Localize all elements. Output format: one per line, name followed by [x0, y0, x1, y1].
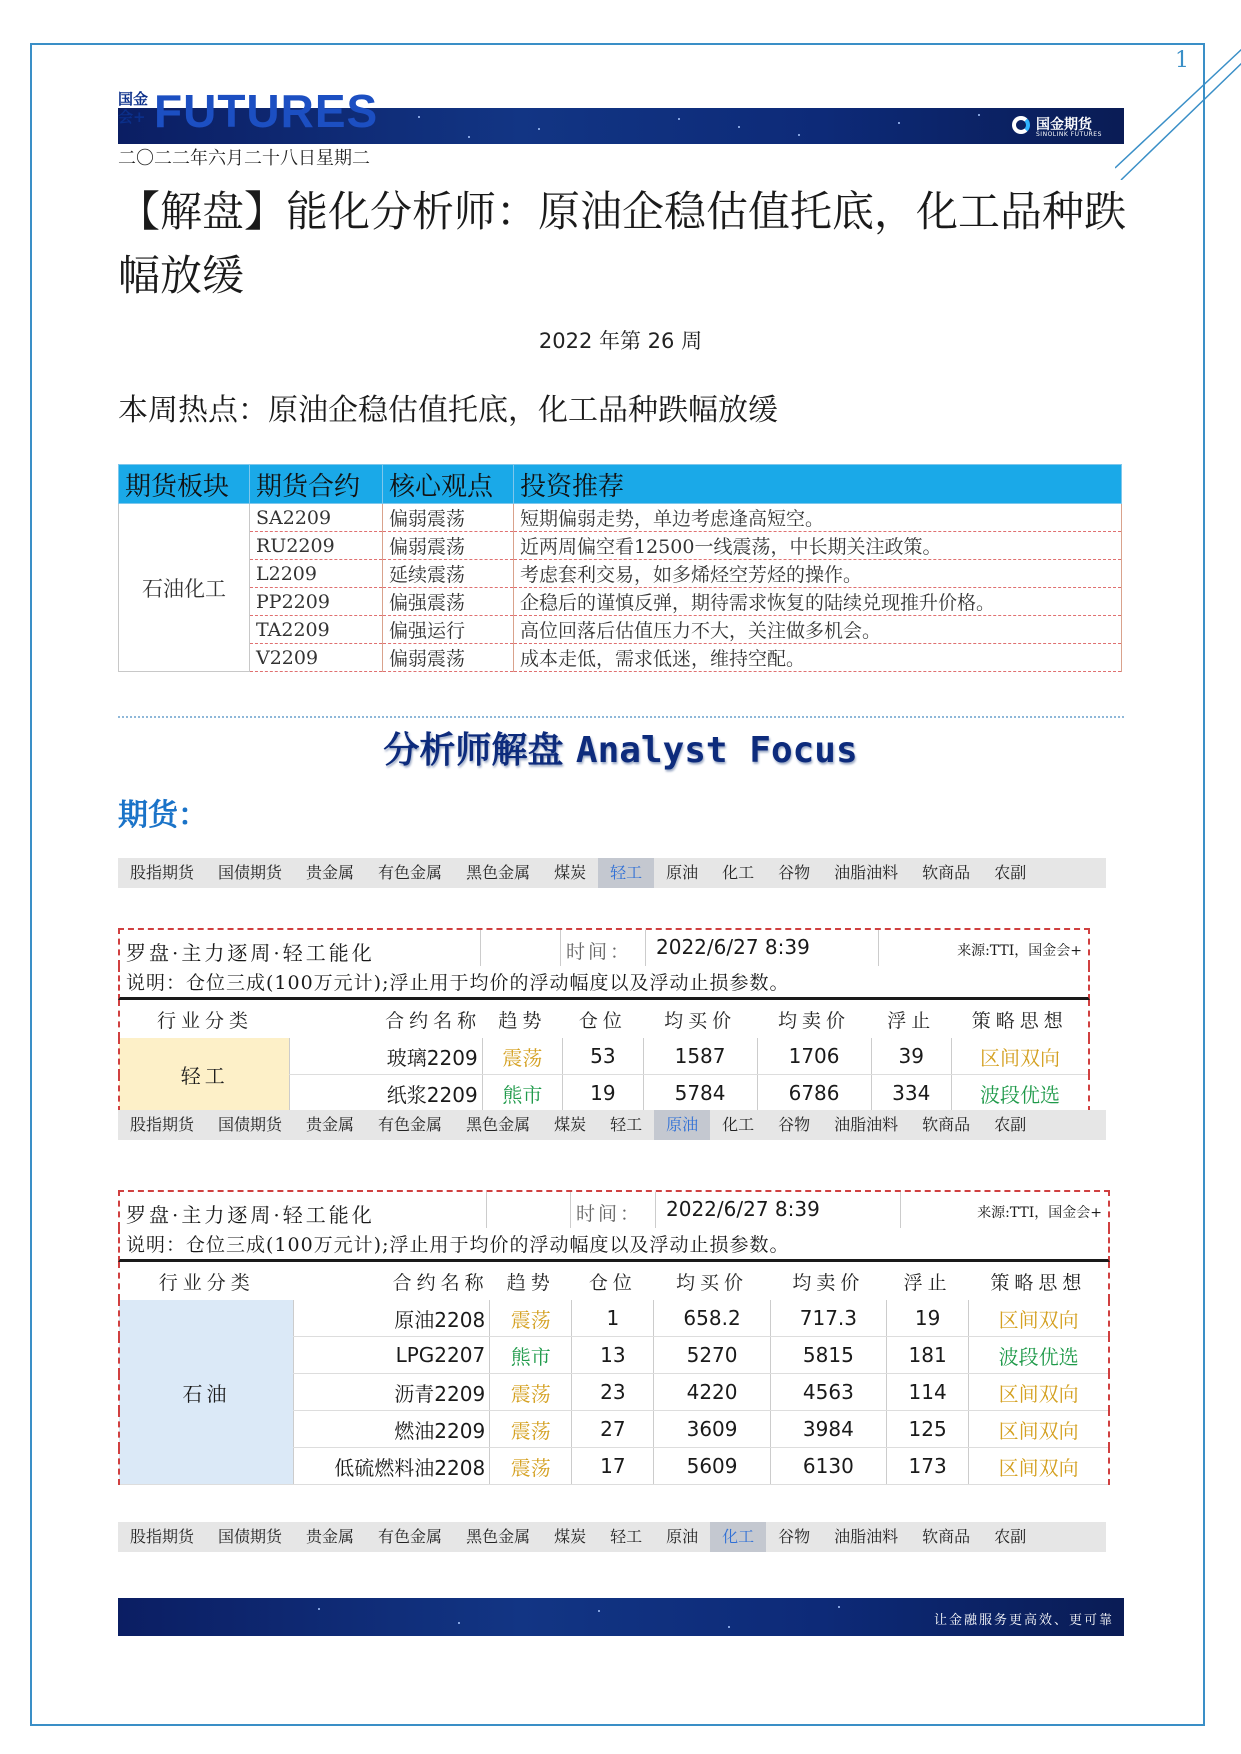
panel-note: 说明：仓位三成(100万元计);浮止用于均价的浮动幅度以及浮动止损参数。: [118, 1228, 1110, 1262]
recommend-row: [119, 616, 1122, 644]
nav-tab[interactable]: 原油: [666, 1527, 699, 1546]
column-header: 策略思想: [990, 1271, 1087, 1294]
nav-tab[interactable]: 股指期货: [130, 863, 195, 882]
contract-name: LPG2207: [294, 1337, 490, 1374]
column-header: 合约名称: [385, 1009, 482, 1032]
contract-cell: L2209: [250, 560, 383, 588]
contract-cell: V2209: [250, 644, 383, 672]
panel-light-industry: [118, 928, 1090, 1112]
nav-tab[interactable]: 轻工: [598, 858, 654, 888]
position-cell: 19: [563, 1075, 643, 1112]
footer-slogan: 让金融服务更高效、更可靠: [933, 1613, 1114, 1628]
trend-cell: 震荡: [490, 1300, 572, 1337]
strategy-cell: 波段优选: [969, 1337, 1109, 1374]
avg-sell-cell: 6786: [757, 1075, 871, 1112]
nav-tab[interactable]: 谷物: [778, 1115, 811, 1134]
recommend-row: [119, 560, 1122, 588]
nav-tab[interactable]: 软商品: [922, 1527, 971, 1546]
column-header: 行业分类: [156, 1009, 253, 1032]
nav-tab[interactable]: 轻工: [610, 1527, 643, 1546]
advice-cell: 高位回落后估值压力不大，关注做多机会。: [514, 616, 1122, 644]
avg-sell-cell: 6130: [770, 1448, 886, 1485]
strategy-cell: 波段优选: [952, 1075, 1090, 1112]
avg-buy-cell: 658.2: [654, 1300, 770, 1337]
time-label: 时间：: [566, 941, 633, 963]
trend-cell: 震荡: [482, 1038, 562, 1075]
column-header: 合约名称: [392, 1271, 489, 1294]
avg-buy-cell: 5270: [654, 1337, 770, 1374]
report-title: 【解盘】能化分析师：原油企稳估值托底，化工品种跌幅放缓: [118, 187, 1127, 300]
view-cell: 延续震荡: [383, 560, 514, 588]
recommend-row: [119, 644, 1122, 672]
contract-cell: SA2209: [250, 504, 383, 532]
contract-cell: TA2209: [250, 616, 383, 644]
sector-cell: 石油: [119, 1300, 294, 1485]
avg-buy-cell: 1587: [643, 1038, 757, 1075]
contract-row: [119, 1300, 1109, 1337]
contract-row: [119, 1038, 1089, 1075]
nav-tab[interactable]: 油脂油料: [834, 863, 899, 882]
page-number: 1: [1175, 48, 1189, 73]
category-nav-light: [118, 858, 1106, 888]
column-header: 趋势: [498, 1009, 547, 1032]
panel-title: 罗盘·主力逐周·轻工能化: [126, 941, 375, 965]
panel-header: [118, 1190, 1110, 1228]
position-cell: 53: [563, 1038, 643, 1075]
panel-oil: [118, 1190, 1110, 1485]
recommend-row: [119, 532, 1122, 560]
advice-cell: 近两周偏空看12500一线震荡，中长期关注政策。: [514, 532, 1122, 560]
nav-tab[interactable]: 软商品: [922, 863, 971, 882]
position-cell: 23: [572, 1374, 654, 1411]
panel-oil-table: [118, 1262, 1110, 1485]
column-header: 均卖价: [778, 1009, 851, 1032]
avg-sell-cell: 5815: [770, 1337, 886, 1374]
nav-tab[interactable]: 黑色金属: [466, 1527, 531, 1546]
col-advice: 投资推荐: [514, 465, 1122, 504]
trend-cell: 熊市: [490, 1337, 572, 1374]
column-header-row: [119, 1000, 1089, 1038]
strategy-cell: 区间双向: [969, 1300, 1109, 1337]
column-header: 仓位: [588, 1271, 637, 1294]
float-stop-cell: 181: [887, 1337, 969, 1374]
column-header: 均卖价: [792, 1271, 865, 1294]
float-stop-cell: 19: [887, 1300, 969, 1337]
nav-tab[interactable]: 国债期货: [218, 1115, 283, 1134]
analyst-focus-cn: 分析师解盘: [383, 730, 564, 771]
view-cell: 偏强震荡: [383, 588, 514, 616]
nav-tab[interactable]: 黑色金属: [466, 1115, 531, 1134]
nav-tab[interactable]: 油脂油料: [834, 1527, 899, 1546]
nav-tab[interactable]: 化工: [722, 1115, 755, 1134]
position-cell: 17: [572, 1448, 654, 1485]
analyst-focus-en: Analyst Focus: [575, 730, 858, 771]
time-label: 时间：: [576, 1203, 643, 1225]
corner-decoration: [1115, 40, 1241, 180]
source-label: 来源:TTI，国金会+: [977, 1205, 1102, 1221]
nav-tab[interactable]: 贵金属: [306, 1115, 355, 1134]
futures-label: 期货：: [118, 798, 208, 833]
nav-tab[interactable]: 股指期货: [130, 1115, 195, 1134]
float-stop-cell: 114: [887, 1374, 969, 1411]
position-cell: 27: [572, 1411, 654, 1448]
column-header: 浮止: [903, 1271, 952, 1294]
avg-sell-cell: 3984: [770, 1411, 886, 1448]
view-cell: 偏弱震荡: [383, 532, 514, 560]
recommend-row: [119, 504, 1122, 532]
nav-tab[interactable]: 化工: [722, 863, 755, 882]
contract-name: 纸浆2209: [290, 1075, 482, 1112]
float-stop-cell: 173: [887, 1448, 969, 1485]
trend-cell: 熊市: [482, 1075, 562, 1112]
recommend-table: [118, 464, 1122, 672]
advice-cell: 考虑套利交易，如多烯烃空芳烃的操作。: [514, 560, 1122, 588]
strategy-cell: 区间双向: [969, 1374, 1109, 1411]
sector-cell: 石油化工: [119, 504, 250, 672]
view-cell: 偏弱震荡: [383, 644, 514, 672]
nav-tab[interactable]: 煤炭: [554, 863, 587, 882]
contract-name: 沥青2209: [294, 1374, 490, 1411]
trend-cell: 震荡: [490, 1448, 572, 1485]
footer-banner: [118, 1598, 1124, 1636]
position-cell: 1: [572, 1300, 654, 1337]
brand-small: 国金会+: [118, 90, 149, 126]
contract-cell: PP2209: [250, 588, 383, 616]
company-name-cn: 国金期货: [1036, 117, 1092, 133]
column-header: 行业分类: [158, 1271, 255, 1294]
trend-cell: 震荡: [490, 1374, 572, 1411]
nav-tab[interactable]: 国债期货: [218, 863, 283, 882]
panel-title: 罗盘·主力逐周·轻工能化: [126, 1203, 375, 1227]
strategy-cell: 区间双向: [952, 1038, 1090, 1075]
nav-tab[interactable]: 煤炭: [554, 1527, 587, 1546]
column-header: 浮止: [887, 1009, 936, 1032]
nav-tab[interactable]: 软商品: [922, 1115, 971, 1134]
company-name-en: SINOLINK FUTURES: [1036, 131, 1102, 138]
advice-cell: 短期偏弱走势，单边考虑逢高短空。: [514, 504, 1122, 532]
advice-cell: 成本走低，需求低迷，维持空配。: [514, 644, 1122, 672]
column-header: 策略思想: [971, 1009, 1068, 1032]
col-sector: 期货板块: [119, 465, 250, 504]
column-header-row: [119, 1262, 1109, 1300]
category-nav-oil: [118, 1110, 1106, 1140]
float-stop-cell: 334: [871, 1075, 951, 1112]
analyst-focus-heading: [0, 722, 1241, 773]
column-header: 均买价: [676, 1271, 749, 1294]
panel-header: [118, 928, 1090, 966]
report-week: 2022 年第 26 周: [538, 329, 703, 353]
column-header: 趋势: [506, 1271, 555, 1294]
brand-futures: FUTURES: [154, 85, 379, 137]
column-header: 均买价: [664, 1009, 737, 1032]
category-nav-chem: [118, 1522, 1106, 1552]
column-header: 仓位: [578, 1009, 627, 1032]
nav-tab[interactable]: 有色金属: [378, 1115, 443, 1134]
sector-cell: 轻工: [119, 1038, 290, 1112]
nav-tab[interactable]: 煤炭: [554, 1115, 587, 1134]
nav-tab[interactable]: 轻工: [610, 1115, 643, 1134]
strategy-cell: 区间双向: [969, 1411, 1109, 1448]
contract-cell: RU2209: [250, 532, 383, 560]
hot-topic: 本周热点：原油企稳估值托底，化工品种跌幅放缓: [118, 393, 778, 428]
section-divider: [118, 716, 1124, 718]
nav-tab[interactable]: 农副: [994, 1527, 1027, 1546]
nav-tab[interactable]: 原油: [666, 863, 699, 882]
avg-buy-cell: 3609: [654, 1411, 770, 1448]
nav-tab[interactable]: 股指期货: [130, 1527, 195, 1546]
company-logo-icon: [1012, 116, 1030, 134]
nav-tab[interactable]: 有色金属: [378, 863, 443, 882]
time-value: 2022/6/27 8:39: [656, 935, 810, 959]
view-cell: 偏弱震荡: [383, 504, 514, 532]
avg-sell-cell: 717.3: [770, 1300, 886, 1337]
avg-sell-cell: 4563: [770, 1374, 886, 1411]
nav-tab[interactable]: 贵金属: [306, 1527, 355, 1546]
trend-cell: 震荡: [490, 1411, 572, 1448]
panel-note: 说明：仓位三成(100万元计);浮止用于均价的浮动幅度以及浮动止损参数。: [118, 966, 1090, 1000]
nav-tab[interactable]: 谷物: [778, 863, 811, 882]
nav-tab[interactable]: 农副: [994, 1115, 1027, 1134]
view-cell: 偏强运行: [383, 616, 514, 644]
col-contract: 期货合约: [250, 465, 383, 504]
position-cell: 13: [572, 1337, 654, 1374]
nav-tab[interactable]: 化工: [710, 1522, 766, 1552]
nav-tab[interactable]: 国债期货: [218, 1527, 283, 1546]
nav-tab[interactable]: 谷物: [778, 1527, 811, 1546]
nav-tab[interactable]: 原油: [654, 1110, 710, 1140]
recommend-row: [119, 588, 1122, 616]
contract-name: 玻璃2209: [290, 1038, 482, 1075]
nav-tab[interactable]: 贵金属: [306, 863, 355, 882]
contract-name: 原油2208: [294, 1300, 490, 1337]
col-view: 核心观点: [383, 465, 514, 504]
nav-tab[interactable]: 农副: [994, 863, 1027, 882]
nav-tab[interactable]: 有色金属: [378, 1527, 443, 1546]
contract-name: 低硫燃料油2208: [294, 1448, 490, 1485]
strategy-cell: 区间双向: [969, 1448, 1109, 1485]
report-date: 二〇二二年六月二十八日星期二: [118, 148, 370, 169]
avg-buy-cell: 4220: [654, 1374, 770, 1411]
advice-cell: 企稳后的谨慎反弹，期待需求恢复的陆续兑现推升价格。: [514, 588, 1122, 616]
avg-buy-cell: 5609: [654, 1448, 770, 1485]
nav-tab[interactable]: 油脂油料: [834, 1115, 899, 1134]
avg-buy-cell: 5784: [643, 1075, 757, 1112]
panel-light-table: [118, 1000, 1090, 1112]
source-label: 来源:TTI，国金会+: [957, 943, 1082, 959]
avg-sell-cell: 1706: [757, 1038, 871, 1075]
contract-name: 燃油2209: [294, 1411, 490, 1448]
nav-tab[interactable]: 黑色金属: [466, 863, 531, 882]
float-stop-cell: 39: [871, 1038, 951, 1075]
time-value: 2022/6/27 8:39: [666, 1197, 820, 1221]
float-stop-cell: 125: [887, 1411, 969, 1448]
